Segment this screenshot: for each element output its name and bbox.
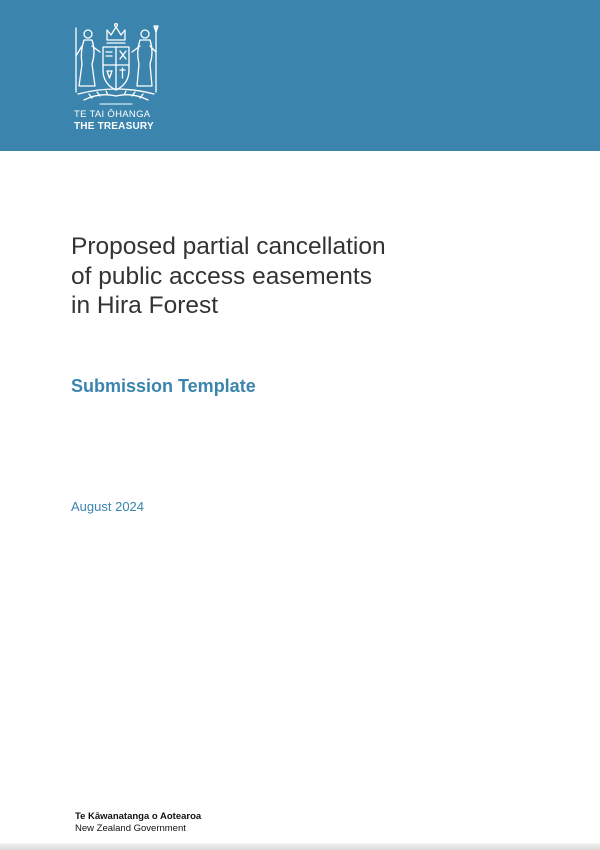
nz-coat-of-arms-icon (70, 22, 162, 108)
document-title-line: in Hira Forest (71, 292, 219, 319)
government-logo (75, 811, 201, 835)
page-bottom-edge (0, 843, 600, 850)
document-title (71, 232, 491, 321)
header-band (0, 0, 600, 151)
document-title-line: Proposed partial cancellation (71, 233, 386, 260)
document-subtitle: Submission Template (71, 376, 256, 396)
government-maori-name: Te Kāwanatanga o Aotearoa (75, 811, 202, 822)
document-date: August 2024 (71, 499, 145, 514)
agency-name (74, 109, 154, 133)
agency-english-name: THE TREASURY (74, 121, 154, 132)
government-english-name: New Zealand Government (75, 823, 186, 834)
agency-maori-name: TE TAI ŌHANGA (74, 109, 151, 120)
document-title-line: of public access easements (71, 262, 372, 290)
